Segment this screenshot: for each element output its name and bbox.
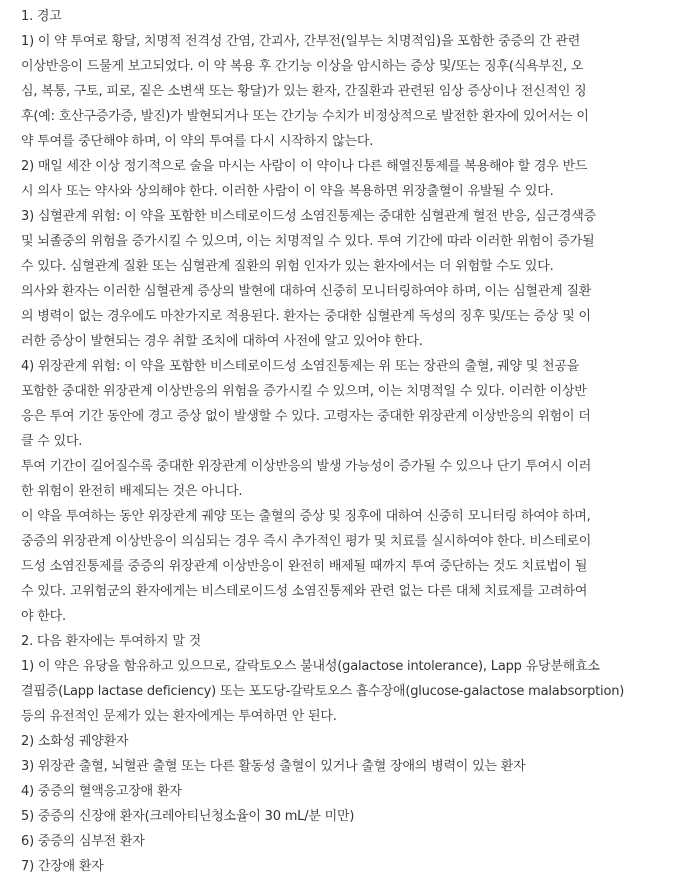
text-line: 등의 유전적인 문제가 있는 환자에게는 투여하면 안 된다. bbox=[21, 709, 337, 724]
text-line: 시 의사 또는 약사와 상의해야 한다. 이러한 사람이 이 약을 복용하면 위장출혈이 유발될 수 있다. bbox=[21, 184, 554, 199]
list-item: 2) 소화성 궤양환자 bbox=[21, 734, 129, 749]
text-line: 의사와 환자는 이러한 심혈관계 증상의 발현에 대하여 신중히 모니터링하여야 하며, 이는 심혈관계 질환 bbox=[21, 284, 592, 299]
text-line: 한 위험이 완전히 배제되는 것은 아니다. bbox=[21, 484, 243, 499]
section-heading-contraindications: 2. 다음 환자에는 투여하지 말 것 bbox=[21, 634, 201, 649]
text-line: 이상반응이 드물게 보고되었다. 이 약 복용 후 간기능 이상을 암시하는 증상 및/또는 징후(식욕부진, 오 bbox=[21, 59, 584, 74]
text-line: 후(예: 호산구증가증, 발진)가 발현되거나 또는 간기능 수치가 비정상적으로 발전한 환자에 있어서는 이 bbox=[21, 109, 589, 124]
text-line: 약 투여를 중단해야 하며, 이 약의 투여를 다시 시작하지 않는다. bbox=[21, 134, 374, 149]
text-line: 클 수 있다. bbox=[21, 434, 83, 449]
text-line: 결핍증(Lapp lactase deficiency) 또는 포도당-갈락토오스 흡수장애(glucose-galactose malabsorption) bbox=[21, 684, 625, 699]
text-line: 응은 투여 기간 동안에 경고 증상 없이 발생할 수 있다. 고령자는 중대한 위장관계 이상반응의 위험이 더 bbox=[21, 409, 591, 424]
text-line: 심, 복통, 구토, 피로, 짙은 소변색 또는 황달)가 있는 환자, 간질환과 관련된 임상 증상이나 전신적인 징 bbox=[21, 84, 587, 99]
text-line: 수 있다. 고위험군의 환자에게는 비스테로이드성 소염진통제와 관련 없는 다른 대체 치료제를 고려하여 bbox=[21, 584, 588, 599]
list-item: 4) 중증의 혈액응고장애 환자 bbox=[21, 784, 182, 799]
text-line: 및 뇌졸중의 위험을 증가시킬 수 있으며, 이는 치명적일 수 있다. 투여 기간에 따라 이러한 위험이 증가될 bbox=[21, 234, 595, 249]
text-line: 의 병력이 없는 경우에도 마찬가지로 적용된다. 환자는 중대한 심혈관계 독성의 징후 및/또는 증상 및 이 bbox=[21, 309, 591, 324]
text-line: 야 한다. bbox=[21, 609, 66, 624]
text-line: 1) 이 약 투여로 황달, 치명적 전격성 간염, 간괴사, 간부전(일부는 치명적임)을 포함한 중증의 간 관련 bbox=[21, 34, 581, 49]
text-line: 투여 기간이 길어질수록 중대한 위장관계 이상반응의 발생 가능성이 증가될 수 있으나 단기 투여시 이러 bbox=[21, 459, 592, 474]
text-line: 1) 이 약은 유당을 함유하고 있으므로, 갈락토오스 불내성(galactose intolerance), Lapp 유당분해효소 bbox=[21, 659, 600, 674]
list-item: 5) 중증의 신장애 환자(크레아티닌청소율이 30 mL/분 미만) bbox=[21, 809, 355, 824]
text-line: 3) 심혈관계 위험: 이 약을 포함한 비스테로이드성 소염진통제는 중대한 심혈관계 혈전 반응, 심근경색증 bbox=[21, 209, 596, 224]
text-line: 러한 증상이 발현되는 경우 취할 조치에 대하여 사전에 알고 있어야 한다. bbox=[21, 334, 423, 349]
text-line: 2) 매일 세잔 이상 정기적으로 술을 마시는 사람이 이 약이나 다른 해열진통제를 복용해야 할 경우 반드 bbox=[21, 159, 588, 174]
text-line: 포함한 중대한 위장관계 이상반응의 위험을 증가시킬 수 있으며, 이는 치명적일 수 있다. 이러한 이상반 bbox=[21, 384, 587, 399]
list-item: 3) 위장관 출혈, 뇌혈관 출혈 또는 다른 활동성 출혈이 있거나 출혈 장애의 병력이 있는 환자 bbox=[21, 759, 526, 774]
text-line: 4) 위장관계 위험: 이 약을 포함한 비스테로이드성 소염진통제는 위 또는 장관의 출혈, 궤양 및 천공을 bbox=[21, 359, 580, 374]
text-line: 이 약을 투여하는 동안 위장관계 궤양 또는 출혈의 증상 및 징후에 대하여 신중히 모니터링 하여야 하며, bbox=[21, 509, 591, 524]
text-line: 드성 소염진통제를 중증의 위장관계 이상반응이 완전히 배제될 때까지 투여 중단하는 것도 치료법이 될 bbox=[21, 559, 588, 574]
list-item: 7) 간장애 환자 bbox=[21, 859, 104, 874]
list-item: 6) 중증의 심부전 환자 bbox=[21, 834, 145, 849]
text-line: 수 있다. 심혈관계 질환 또는 심혈관계 질환의 위험 인자가 있는 환자에서는 더 위험할 수도 있다. bbox=[21, 259, 554, 274]
section-heading-warning: 1. 경고 bbox=[21, 9, 62, 24]
text-line: 중증의 위장관계 이상반응이 의심되는 경우 즉시 추가적인 평가 및 치료를 실시하여야 한다. 비스테로이 bbox=[21, 534, 592, 549]
